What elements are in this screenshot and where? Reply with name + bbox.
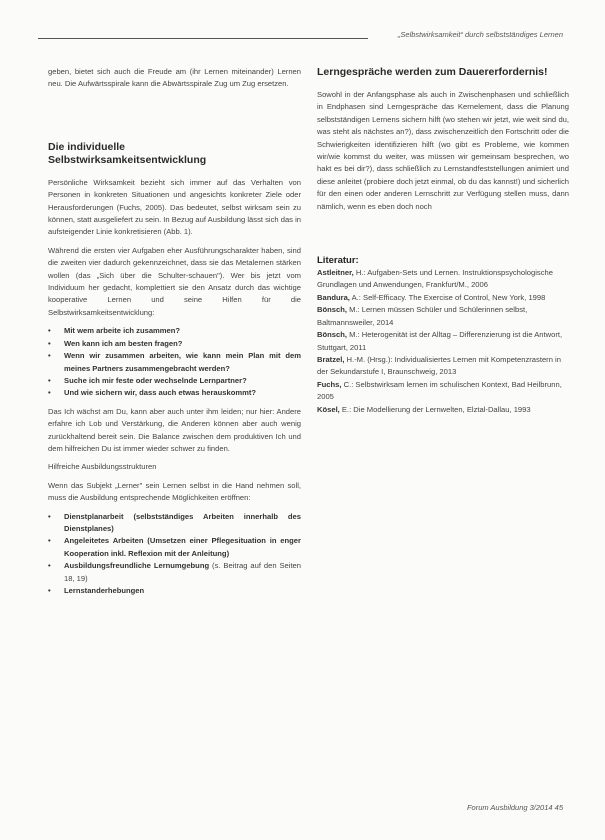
list-item: • Wenn wir zusammen arbeiten, wie kann mein Plan mit dem meines Partners zusammengebracht werden? — [48, 351, 301, 373]
question-list — [48, 325, 301, 399]
literature-entry: Bratzel, H.-M. (Hrsg.): Individualisiertes Lernen mit Kompetenzrastern in der Sekundarstufe I, Braunschweig, 2013 — [317, 354, 561, 377]
list-item: • Angeleitetes Arbeiten (Umsetzen einer Pflegesituation in enger Kooperation inkl. Reflexion mit der Anleitung) — [48, 536, 301, 558]
literature-entry: Bönsch, M.: Heterogenität ist der Alltag – Differenzierung ist die Antwort, Stuttgart, 2011 — [317, 330, 563, 352]
literature-entry: Fuchs, C.: Selbstwirksam lernen im schulischen Kontext, Bad Heilbrunn, 2005 — [317, 379, 562, 402]
page-footer: Forum Ausbildung 3/2014 45 — [466, 803, 563, 812]
right-paragraph: Sowohl in der Anfangsphase als auch in Zwischenphasen und schließlich in Endphasen sind Lerngespräche das Kernelement, dass die Planung selbstständigen Lernens sichern hilft (wo stehen wir jetzt, wie weit sind du, was steht als nächstes an?), dass zwischenzeitlich den Fortschritt oder die Schwierigkeiten identifizieren hilft (wo gibt es Probleme, wie kommen wir/wie kommst du weiter, was müssen wir gemeinsam besprechen, wo hakt es bei dir?), dass schließlich zu Lernstandfeststellungen animiert und diese anleitet (probiere doch jetzt einmal, ob du das kannst!) und sicherlich für den einen oder anderen Lernschritt zur Verfügung stellen muss, dann nämlich, wenn es eben doch noch — [317, 90, 569, 211]
spacer — [48, 91, 301, 141]
body-paragraph-2: Während die ersten vier Aufgaben eher Ausführungscharakter haben, sind die zweiten vier dadurch gekennzeichnet, dass sie das Metalernen stärken wollen (das „Sich über die Schulter-schauen"). Wer bis jetzt vom Individuum her gedacht, komplettiert sie den Ansatz durch das wichtige kooperative Lernen und seine Hilfen für die Selbstwirksamkeitsentwicklung: — [48, 245, 301, 317]
literature-entry: Kösel, E.: Die Modellierung der Lernwelten, Elztal-Dallau, 1993 — [317, 404, 531, 414]
body-paragraph-1: Persönliche Wirksamkeit bezieht sich immer auf das Verhalten von Personen in konkreten Situationen und angesichts konkreter Ziele oder Herausforderungen (Fuchs, 2005). Das bedeutet, selbst wirksam sein zu können, statt ausgeliefert zu sein. In Bezug auf Ausbildung lässt sich das in aufsteigender Linie konkretisieren (Abb. 1). — [48, 177, 301, 237]
list-item: • Dienstplanarbeit (selbstständiges Arbeiten innerhalb des Dienstplanes) — [48, 511, 301, 533]
literature-entry: Astleitner, H.: Aufgaben-Sets und Lernen. Instruktionspsychologische Grundlagen und Anwendungen, Frankfurt/M., 2006 — [317, 268, 553, 290]
list-item: • Suche ich mir feste oder wechselnde Lernpartner? — [48, 375, 247, 385]
left-column — [48, 66, 301, 597]
right-heading: Lerngespräche werden zum Dauererfordernis! — [317, 66, 548, 78]
literature-heading: Literatur: — [317, 255, 359, 267]
header-rule — [38, 38, 368, 39]
subheading: Hilfreiche Ausbildungsstrukturen — [48, 462, 157, 472]
section-heading-line2: Selbstwirksamkeitsentwicklung — [48, 153, 207, 166]
list-item: • Ausbildungsfreundliche Lernumgebung (s. Beitrag auf den Seiten 18, 19) — [48, 561, 302, 583]
body-paragraph-3: Das Ich wächst am Du, kann aber auch unter ihm leiden; nur hier: Andere erfahre ich Lob und Verstärkung, die Anderen können aber auch wenig zurückhaltend bereit sein. Die Balance zwischen dem produktiven Ich und dem hilfreichen Du ist immer wieder schwer zu finden. — [48, 406, 301, 453]
body-paragraph-4: Wenn das Subjekt „Lerner" sein Lernen selbst in die Hand nehmen soll, muss die Ausbildung entsprechende Möglichkeiten eröffnen: — [48, 480, 301, 503]
right-column — [317, 66, 569, 416]
literature-entry: Bandura, A.: Self-Efficacy. The Exercise of Control, New York, 1998 — [317, 292, 546, 302]
literature-list — [317, 267, 569, 416]
list-item: • Wen kann ich am besten fragen? — [48, 338, 183, 348]
list-item: • Mit wem arbeite ich zusammen? — [48, 326, 181, 336]
list-item: • Und wie sichern wir, dass auch etwas herauskommt? — [48, 388, 257, 398]
structure-list — [48, 511, 301, 598]
intro-paragraph: geben, bietet sich auch die Freude am (ihr Lernen miteinander) Lernen neu. Die Aufwärtsspirale kann die Abwärtsspirale Zug um Zug ersetzen. — [48, 67, 301, 89]
running-head: „Selbstwirksamkeit“ durch selbstständiges Lernen — [397, 30, 563, 39]
section-heading — [48, 141, 301, 167]
list-item: • Lernstanderhebungen — [48, 586, 145, 595]
section-heading-line1: Die individuelle — [48, 140, 126, 153]
literature-entry: Bönsch, M.: Lernen müssen Schüler und Schülerinnen selbst, Baltmannsweiler, 2014 — [317, 305, 528, 327]
